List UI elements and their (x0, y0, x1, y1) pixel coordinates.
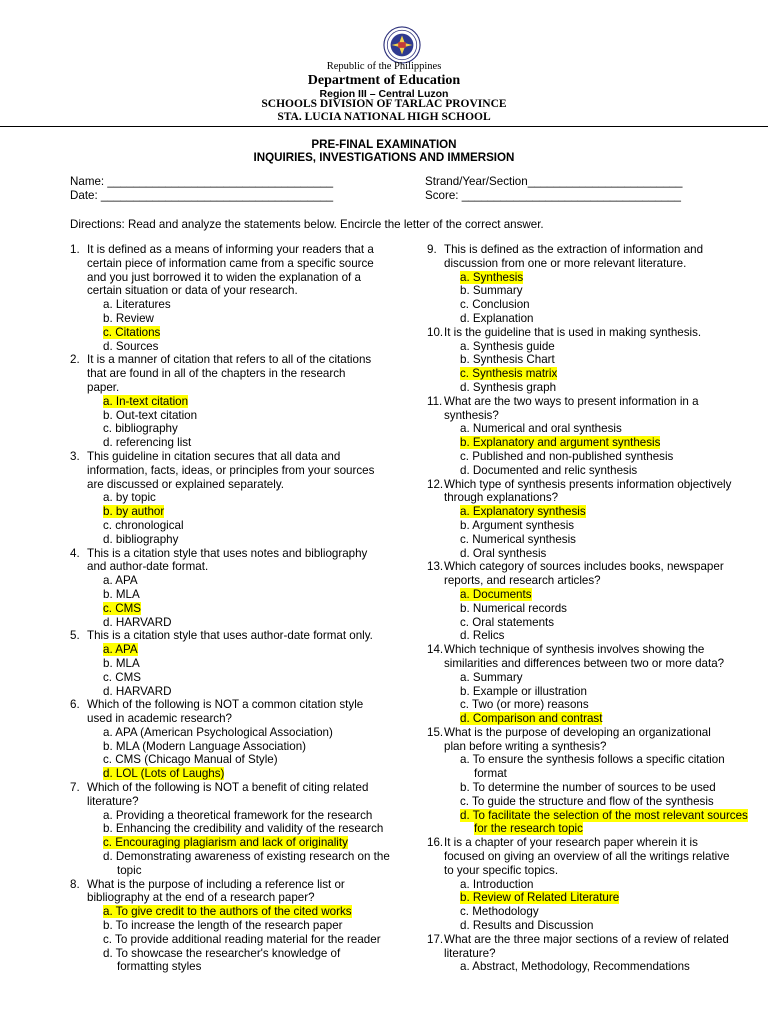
answer-option-text: a. Numerical and oral synthesis (460, 422, 622, 436)
answer-option-text: d. referencing list (103, 436, 192, 450)
answer-option-highlighted[interactable] (444, 588, 757, 602)
answer-option-highlighted[interactable] (87, 326, 390, 340)
header-region: Region III – Central Luzon (319, 88, 449, 100)
question-stem-line: This is a citation style that uses notes and bibliography (87, 546, 368, 560)
answer-option-text: a. Synthesis guide (460, 339, 555, 353)
answer-option[interactable] (444, 685, 757, 699)
answer-option[interactable] (444, 671, 757, 685)
answer-option[interactable] (87, 919, 390, 933)
question-stem-line: Which type of synthesis presents information objectively (444, 477, 732, 491)
question-stem-line: Which technique of synthesis involves showing the (444, 643, 705, 657)
answer-option-text: d. Comparison and contrast (460, 712, 603, 726)
question-12 (427, 478, 757, 561)
answer-option-highlighted[interactable] (444, 891, 757, 905)
answer-option[interactable] (87, 933, 390, 947)
question-11 (427, 395, 757, 478)
answer-option[interactable] (87, 947, 390, 975)
answer-option[interactable] (87, 519, 390, 533)
answer-option[interactable] (444, 547, 757, 561)
answer-option[interactable] (87, 753, 390, 767)
question-stem-line: and author-date format. (87, 560, 209, 574)
question-5 (70, 629, 390, 698)
answer-option[interactable] (87, 671, 390, 685)
answer-option[interactable] (444, 753, 757, 781)
question-stem-line: synthesis? (444, 408, 499, 422)
questions-left-column (70, 243, 390, 974)
question-number: 13. (427, 560, 444, 574)
question-number: 14. (427, 643, 444, 657)
date-field[interactable]: Date: ____________________________________ (70, 189, 334, 202)
answer-option-text: b. MLA (103, 656, 140, 670)
answer-option[interactable] (87, 740, 390, 754)
answer-option-text: a. Synthesis (460, 270, 524, 284)
question-stem-line: used in academic research? (87, 712, 233, 726)
question-stem-line: focused on giving an overview of all the writings relative (444, 850, 730, 864)
answer-option[interactable] (87, 574, 390, 588)
answer-option-text: d. bibliography (103, 532, 179, 546)
answer-option-text: topic (117, 863, 142, 877)
answer-option-highlighted[interactable] (444, 712, 757, 726)
answer-option[interactable] (444, 298, 757, 312)
answer-option-text: b. Explanatory and argument synthesis (460, 436, 661, 450)
answer-option[interactable] (444, 519, 757, 533)
question-stem-line: It is a chapter of your research paper wherein it is (444, 836, 698, 850)
answer-option-text: c. CMS (103, 601, 142, 615)
question-stem-line: What are the three major sections of a review of related (444, 932, 729, 946)
question-number: 5. (70, 629, 80, 643)
answer-option[interactable] (87, 491, 390, 505)
answer-option[interactable] (444, 919, 757, 933)
question-number: 15. (427, 725, 444, 739)
question-16 (427, 836, 757, 933)
answer-option-highlighted[interactable] (87, 767, 390, 781)
answer-option-highlighted[interactable] (87, 395, 390, 409)
question-number: 2. (70, 353, 80, 367)
question-stem-line: paper. (87, 380, 120, 394)
question-stem-line: literature? (87, 794, 139, 808)
question-stem-line: Which category of sources includes books, newspaper (444, 560, 724, 574)
answer-option-text: d. Sources (103, 339, 159, 353)
answer-option[interactable] (444, 422, 757, 436)
answer-option-text: a. APA (103, 574, 138, 588)
question-number: 10. (427, 325, 444, 339)
question-number: 12. (427, 477, 444, 491)
answer-option[interactable] (444, 464, 757, 478)
answer-option-text: b. Example or illustration (460, 684, 587, 698)
answer-option-text: c. To guide the structure and flow of the synthesis (460, 794, 714, 808)
answer-option-highlighted[interactable] (87, 836, 390, 850)
question-stem-line: Which of the following is NOT a common citation style (87, 698, 364, 712)
answer-option[interactable] (87, 533, 390, 547)
answer-option-highlighted[interactable] (444, 271, 757, 285)
answer-option[interactable] (87, 850, 390, 878)
answer-option-text: d. Relics (460, 629, 505, 643)
exam-subject: INQUIRIES, INVESTIGATIONS AND IMMERSION (253, 151, 515, 164)
question-14 (427, 643, 757, 726)
questions-right-column (427, 243, 757, 974)
question-number: 4. (70, 546, 80, 560)
answer-option-text: c. Conclusion (460, 298, 530, 312)
answer-option[interactable] (87, 657, 390, 671)
answer-option-text: b. To determine the number of sources to be used (460, 781, 716, 795)
answer-option-text: c. To provide additional reading material for the reader (103, 932, 381, 946)
question-stem-line: bibliography at the end of a research paper? (87, 891, 315, 905)
question-stem-line: plan before writing a synthesis? (444, 739, 607, 753)
answer-option-text: b. MLA (Modern Language Association) (103, 739, 307, 753)
question-9 (427, 243, 757, 326)
answer-option[interactable] (444, 960, 757, 974)
question-stem-line: similarities and differences between two or more data? (444, 656, 725, 670)
answer-option-highlighted[interactable] (444, 436, 757, 450)
answer-option-text: c. Citations (103, 325, 161, 339)
question-number: 1. (70, 243, 80, 256)
question-stem-line: What are the two ways to present information in a (444, 394, 699, 408)
answer-option-text: a. To ensure the synthesis follows a specific citation (460, 753, 725, 767)
answer-option[interactable] (87, 822, 390, 836)
answer-option[interactable] (87, 409, 390, 423)
answer-option[interactable] (87, 436, 390, 450)
answer-option[interactable] (87, 340, 390, 354)
question-2 (70, 353, 390, 450)
answer-option-highlighted[interactable] (444, 505, 757, 519)
question-stem-line: It is the guideline that is used in making synthesis. (444, 325, 702, 339)
question-13 (427, 560, 757, 643)
answer-option-text: d. LOL (Lots of Laughs) (103, 767, 225, 781)
answer-option[interactable] (444, 602, 757, 616)
answer-option[interactable] (87, 685, 390, 699)
answer-option[interactable] (444, 284, 757, 298)
question-stem-line: certain situation or data of your research. (87, 284, 298, 298)
answer-option-text: for the research topic (474, 822, 583, 836)
question-stem-line: discussion from one or more relevant literature. (444, 256, 687, 270)
answer-option-text: a. APA (103, 643, 138, 657)
answer-option-text: d. Demonstrating awareness of existing research on the (103, 850, 390, 864)
question-stem-line: to your specific topics. (444, 863, 559, 877)
answer-option-text: d. Documented and relic synthesis (460, 463, 638, 477)
answer-option[interactable] (444, 450, 757, 464)
answer-option-text: c. chronological (103, 518, 184, 532)
answer-option-text: c. bibliography (103, 422, 178, 436)
answer-option[interactable] (87, 588, 390, 602)
answer-option-text: d. To showcase the researcher's knowledge of (103, 946, 341, 960)
question-number: 11. (427, 394, 443, 408)
question-stem-line: This is a citation style that uses author-date format only. (87, 629, 373, 643)
answer-option[interactable] (444, 381, 757, 395)
question-number: 16. (427, 836, 444, 850)
answer-option-highlighted[interactable] (87, 505, 390, 519)
answer-option[interactable] (444, 905, 757, 919)
question-4 (70, 547, 390, 630)
answer-option-text: d. Results and Discussion (460, 919, 594, 933)
answer-option-highlighted[interactable] (444, 367, 757, 381)
question-stem-line: are discussed or explained separately. (87, 477, 284, 491)
strand-field[interactable]: Strand/Year/Section________________________ (425, 175, 683, 188)
answer-option[interactable] (87, 312, 390, 326)
exam-title: PRE-FINAL EXAMINATION (311, 138, 457, 151)
answer-option-text: b. by author (103, 505, 165, 519)
answer-option-text: b. Out-text citation (103, 408, 198, 422)
answer-option-highlighted[interactable] (87, 602, 390, 616)
question-3 (70, 450, 390, 547)
answer-option-text: b. Argument synthesis (460, 518, 575, 532)
question-1 (70, 243, 390, 353)
answer-option[interactable] (87, 809, 390, 823)
answer-option[interactable] (87, 616, 390, 630)
answer-option[interactable] (444, 616, 757, 630)
question-stem-line: reports, and research articles? (444, 574, 601, 588)
question-stem-line: and you just borrowed it to widen the explanation of a (87, 270, 361, 284)
answer-option-text: c. CMS (Chicago Manual of Style) (103, 753, 278, 767)
question-number: 9. (427, 243, 437, 256)
question-stem-line: Which of the following is NOT a benefit of citing related (87, 781, 369, 795)
question-stem-line: It is defined as a means of informing your readers that a (87, 243, 374, 256)
answer-option-text: formatting styles (117, 960, 202, 974)
answer-option[interactable] (444, 340, 757, 354)
question-stem-line: This guideline in citation secures that all data and (87, 449, 341, 463)
answer-option-text: a. Summary (460, 670, 523, 684)
answer-option-text: b. Enhancing the credibility and validity of the research (103, 822, 384, 836)
question-number: 17. (427, 932, 444, 946)
question-number: 3. (70, 449, 80, 463)
answer-option[interactable] (444, 533, 757, 547)
header-school: STA. LUCIA NATIONAL HIGH SCHOOL (277, 111, 491, 123)
answer-option-highlighted[interactable] (444, 809, 757, 837)
question-stem-line: information, facts, ideas, or principles from your sources (87, 463, 375, 477)
answer-option[interactable] (444, 629, 757, 643)
answer-option-text: d. HARVARD (103, 684, 172, 698)
answer-option-text: c. Numerical synthesis (460, 532, 576, 546)
answer-option[interactable] (444, 878, 757, 892)
answer-option-text: a. Abstract, Methodology, Recommendations (460, 960, 690, 974)
question-stem-line: What is the purpose of including a reference list or (87, 877, 345, 891)
score-field[interactable]: Score: __________________________________ (425, 189, 681, 202)
answer-option-text: c. Two (or more) reasons (460, 698, 589, 712)
answer-option-text: c. Encouraging plagiarism and lack of originality (103, 836, 348, 850)
question-stem-line: What is the purpose of developing an organizational (444, 725, 711, 739)
question-number: 6. (70, 698, 80, 712)
question-stem-line: through explanations? (444, 491, 559, 505)
answer-option-highlighted[interactable] (87, 905, 390, 919)
answer-option-text: c. Synthesis matrix (460, 367, 558, 381)
question-stem-line: certain piece of information came from a specific source (87, 256, 374, 270)
answer-option-text: b. Summary (460, 284, 523, 298)
directions: Directions: Read and analyze the statements below. Encircle the letter of the correct answer. (70, 218, 544, 231)
answer-option[interactable] (444, 781, 757, 795)
answer-option[interactable] (444, 698, 757, 712)
answer-option-text: b. Synthesis Chart (460, 353, 555, 367)
answer-option[interactable] (444, 312, 757, 326)
answer-option-text: a. Literatures (103, 298, 171, 312)
answer-option-text: b. Review (103, 311, 154, 325)
answer-option-text: d. Synthesis graph (460, 380, 557, 394)
answer-option-text: d. Explanation (460, 311, 534, 325)
answer-option-text: a. To give credit to the authors of the cited works (103, 905, 352, 919)
answer-option-text: a. Explanatory synthesis (460, 505, 586, 519)
answer-option[interactable] (87, 422, 390, 436)
answer-option-text: a. by topic (103, 491, 156, 505)
header-republic: Republic of the Philippines (326, 61, 442, 72)
question-number: 7. (70, 781, 80, 795)
answer-option[interactable] (444, 353, 757, 367)
answer-option-text: b. MLA (103, 587, 140, 601)
question-17 (427, 933, 757, 974)
answer-option-text: c. Methodology (460, 905, 539, 919)
header-division: SCHOOLS DIVISION OF TARLAC PROVINCE (261, 98, 507, 110)
question-stem-line: This is defined as the extraction of information and (444, 243, 704, 256)
question-stem-line: that are found in all of the chapters in the research (87, 367, 346, 381)
header-divider (0, 126, 768, 127)
answer-option-text: a. Introduction (460, 877, 534, 891)
question-8 (70, 878, 390, 975)
answer-option-text: d. Oral synthesis (460, 546, 547, 560)
answer-option[interactable] (87, 298, 390, 312)
header-department: Department of Education (307, 73, 461, 88)
question-number: 8. (70, 877, 80, 891)
question-stem-line: literature? (444, 946, 496, 960)
answer-option-text: c. CMS (103, 670, 142, 684)
answer-option-text: a. In-text citation (103, 394, 189, 408)
deped-seal-icon (383, 26, 421, 64)
answer-option[interactable] (444, 795, 757, 809)
question-10 (427, 326, 757, 395)
question-7 (70, 781, 390, 878)
answer-option-text: format (474, 767, 507, 781)
question-stem-line: It is a manner of citation that refers to all of the citations (87, 353, 372, 367)
answer-option-text: d. To facilitate the selection of the most relevant sources (460, 808, 748, 822)
name-field[interactable]: Name: ___________________________________ (70, 175, 334, 188)
answer-option-text: a. Documents (460, 587, 532, 601)
answer-option-text: c. Oral statements (460, 615, 555, 629)
answer-option-text: b. Review of Related Literature (460, 891, 620, 905)
question-6 (70, 698, 390, 781)
answer-option-text: b. To increase the length of the research paper (103, 919, 343, 933)
answer-option-text: a. Providing a theoretical framework for the research (103, 808, 373, 822)
answer-option[interactable] (87, 726, 390, 740)
answer-option-highlighted[interactable] (87, 643, 390, 657)
answer-option-text: c. Published and non-published synthesis (460, 449, 674, 463)
question-15 (427, 726, 757, 836)
answer-option-text: a. APA (American Psychological Association) (103, 725, 333, 739)
answer-option-text: b. Numerical records (460, 601, 567, 615)
answer-option-text: d. HARVARD (103, 615, 172, 629)
